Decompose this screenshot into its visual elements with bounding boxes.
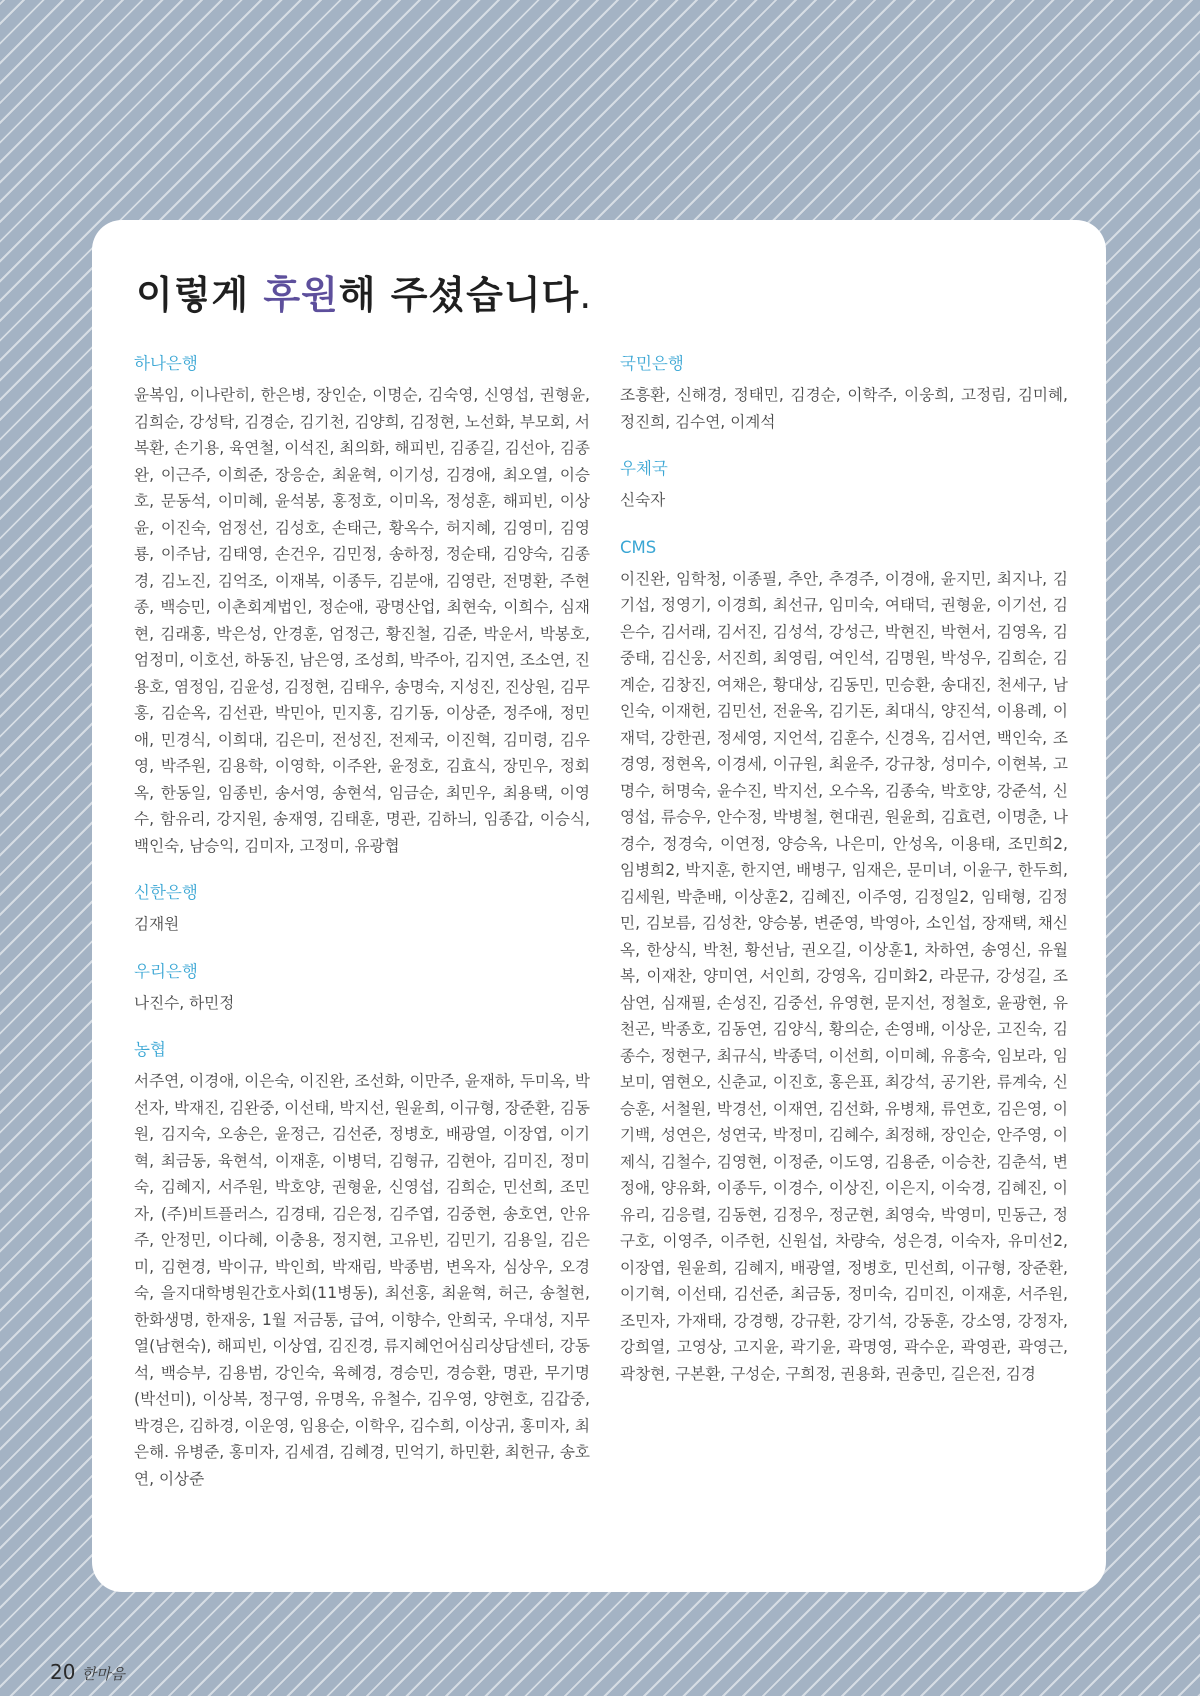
title-period: . xyxy=(579,273,593,317)
section-kookmin xyxy=(620,352,1068,435)
section-heading: 하나은행 xyxy=(134,354,198,373)
section-woori xyxy=(134,960,590,1017)
donor-list-card xyxy=(92,220,1106,1592)
section-heading: 우체국 xyxy=(620,459,668,478)
donor-names: 이진완, 임학청, 이종필, 추안, 추경주, 이경애, 윤지민, 최지나, 김기섭, 정영기, 이경희, 최선규, 임미숙, 여태덕, 권형윤, 이기선, 김은수, 김서래, 김서진, 김성석, 강성근, 박현진, 박현서, 김영옥, 김중태, 김신웅, 서진희, 최영림, 여인석, 김명원, 박성우, 김희순, 김계순, 김창진, 여채은, 황대상, 김동민, 민승환, 송대진, 천세구, 남인숙, 이재헌, 김민선, 전윤옥, 김기돈, 최대식, 양진석, 이용례, 이재덕, 강한권, 정세영, 지언석, 김훈수, 신경옥, 김서연, 백인숙, 조경영, 정현옥, 이경세, 이규원, 최윤주, 강규창, 성미수, 이현복, 고명수, 허명숙, 윤수진, 박지선, 오수옥, 김종숙, 박호양, 강준석, 신영섭, 류승우, 안수정, 박병철, 현대권, 원윤희, 김효련, 이명춘, 나경수, 정경숙, 이연정, 양승옥, 나은미, 안성옥, 이용태, 조민희2, 임병희2, 박지훈, 한지연, 배병구, 임재은, 문미녀, 이윤구, 한두희, 김세원, 박춘배, 이상훈2, 김혜진, 이주영, 김정일2, 임태형, 김정민, 김보름, 김성찬, 양승봉, 변준영, 박영아, 소인섭, 장재택, 채신옥, 한상식, 박천, 황선남, 권오길, 이상훈1, 차하연, 송영신, 유월복, 이재찬, 양미연, 서인희, 강영옥, 김미화2, 라문규, 강성길, 조삼연, 심재필, 손성진, 김중선, 유영현, 문지선, 정철호, 윤광현, 유천곤, 박종호, 김동연, 김양식, 황의순, 손영배, 이상운, 고진숙, 김종수, 정현구, 최규식, 박종덕, 이선희, 이미혜, 유흥숙, 임보라, 임보미, 염현오, 신춘교, 이진호, 홍은표, 최강석, 공기완, 류계숙, 신승훈, 서철원, 박경선, 이재연, 김선화, 유병채, 류연호, 김은영, 이기백, 성연은, 성연국, 박정미, 김혜수, 최정해, 장인순, 안주영, 이제식, 김철수, 김영현, 이정준, 이도영, 김용준, 이승찬, 김춘석, 변정애, 양유화, 이종두, 이경수, 이상진, 이은지, 이숙경, 김혜진, 이유리, 김응렬, 김동현, 김정우, 정군현, 최영숙, 박영미, 민동근, 정구호, 이영주, 이주헌, 신원섭, 차량숙, 성은경, 이숙자, 유미선2, 이장엽, 원윤희, 김혜지, 배광열, 정병호, 민선희, 이규형, 장준환, 이기혁, 이선태, 김선준, 최금동, 정미숙, 김미진, 이재훈, 서주원, 조민자, 가재태, 강경행, 강규환, 강기석, 강동훈, 강소영, 강정자, 강희열, 고영상, 고지윤, 곽기윤, 곽명영, 곽수운, 곽영관, 곽영근, 곽창현, 구본환, 구성순, 구희정, 권용화, 권충민, 길은전, 김경 xyxy=(620,569,1068,1383)
title-text: 이렇게 xyxy=(136,273,264,317)
left-column xyxy=(134,352,590,1514)
magazine-logo: 한마음 xyxy=(81,1665,125,1683)
donor-names: 서주연, 이경애, 이은숙, 이진완, 조선화, 이만주, 윤재하, 두미옥, 박선자, 박재진, 김완중, 이선태, 박지선, 원윤희, 이규형, 장준환, 김동원, 김지숙, 오송은, 윤정근, 김선준, 정병호, 배광열, 이장엽, 이기혁, 최금동, 육현석, 이재훈, 이병덕, 김형규, 김현아, 김미진, 정미숙, 김혜지, 서주원, 박호양, 권형윤, 신영섭, 김희순, 민선희, 조민자, (주)비트플러스, 김경태, 김은정, 김주엽, 김중현, 송호연, 안유주, 안정민, 이다혜, 이충용, 정지현, 고유빈, 김민기, 김용일, 김은미, 김현경, 박이규, 박인희, 박재림, 박종범, 변옥자, 심상우, 오경숙, 을지대학병원간호사회(11병동), 최선홍, 최윤혁, 허근, 송철현, 한화생명, 한재웅, 1월 저금통, 급여, 이향수, 안희국, 우대성, 지무열(남현숙), 해피빈, 이상엽, 김진경, 류지혜언어심리상담센터, 강동석, 백승부, 김용범, 강인숙, 육혜경, 경승민, 경승환, 명관, 무기명(박선미), 이상복, 정구영, 유명옥, 유철수, 김우영, 양현호, 김갑중, 박경은, 김하경, 이운영, 임용순, 이학우, 김수희, 이상귀, 홍미자, 최은해. 유병준, 홍미자, 김세겸, 김혜경, 민억기, 하민환, 최헌규, 송호연, 이상준 xyxy=(134,1072,590,1488)
page-title xyxy=(136,264,592,319)
right-column xyxy=(620,352,1068,1409)
section-shinhan xyxy=(134,881,590,938)
donor-names: 나진수, 하민정 xyxy=(134,993,235,1012)
section-heading: 신한은행 xyxy=(134,883,198,902)
title-text-end: 해 주셨습니다 xyxy=(338,273,580,317)
section-hana xyxy=(134,352,590,859)
section-post xyxy=(620,457,1068,514)
page-number: 20 xyxy=(50,1660,76,1684)
donor-names: 윤복임, 이나란히, 한은병, 장인순, 이명순, 김숙영, 신영섭, 권형윤, 김희순, 강성탁, 김경순, 김기천, 김양희, 김정현, 노선화, 부모회, 서복환, 손기용, 육연철, 이석진, 최의화, 해피빈, 김종길, 김선아, 김종완, 이근주, 이희준, 장응순, 최윤혁, 이기성, 김경애, 최오열, 이승호, 문동석, 이미혜, 윤석봉, 홍정호, 이미옥, 정성훈, 해피빈, 이상윤, 이진숙, 엄정선, 김성호, 손태근, 황옥수, 허지혜, 김영미, 김영룡, 이주남, 김태영, 손건우, 김민정, 송하정, 정순태, 김양숙, 김종경, 김노진, 김억조, 이재복, 이종두, 김분애, 김영란, 전명환, 주현종, 백승민, 이촌회계법인, 정순애, 광명산업, 최현숙, 이희수, 심재현, 김래홍, 박은성, 안경훈, 엄정근, 황진철, 김준, 박운서, 박봉호, 엄정미, 이호선, 하동진, 남은영, 조성희, 박주아, 김지연, 조소연, 진용호, 염정임, 김윤성, 김정현, 김태우, 송명숙, 지성진, 진상원, 김무홍, 김순옥, 김선관, 박민아, 민지홍, 김기동, 이상준, 정주애, 정민애, 민경식, 이희대, 김은미, 전성진, 전제국, 이진혁, 김미령, 김우영, 박주원, 김용학, 이영학, 이주완, 윤정호, 김효식, 장민우, 정회옥, 한동일, 임종빈, 송서영, 송현석, 임금순, 최민우, 최용택, 이영수, 함유리, 강지원, 송재영, 김태훈, 명관, 김하늬, 임종갑, 이승식, 백인숙, 남승익, 김미자, 고정미, 유광협 xyxy=(134,386,590,855)
section-cms xyxy=(620,536,1068,1388)
section-heading: CMS xyxy=(620,537,657,557)
section-nonghyup xyxy=(134,1038,590,1492)
section-heading: 농협 xyxy=(134,1040,166,1059)
page-footer xyxy=(50,1660,125,1684)
title-accent: 후원 xyxy=(263,273,339,317)
donor-names: 김재원 xyxy=(134,915,180,933)
section-heading: 우리은행 xyxy=(134,961,198,981)
donor-names: 조흥환, 신해경, 정태민, 김경순, 이학주, 이웅희, 고정림, 김미혜, 정진희, 김수연, 이계석 xyxy=(620,386,1068,431)
donor-names: 신숙자 xyxy=(620,491,666,509)
section-heading: 국민은행 xyxy=(620,354,684,373)
